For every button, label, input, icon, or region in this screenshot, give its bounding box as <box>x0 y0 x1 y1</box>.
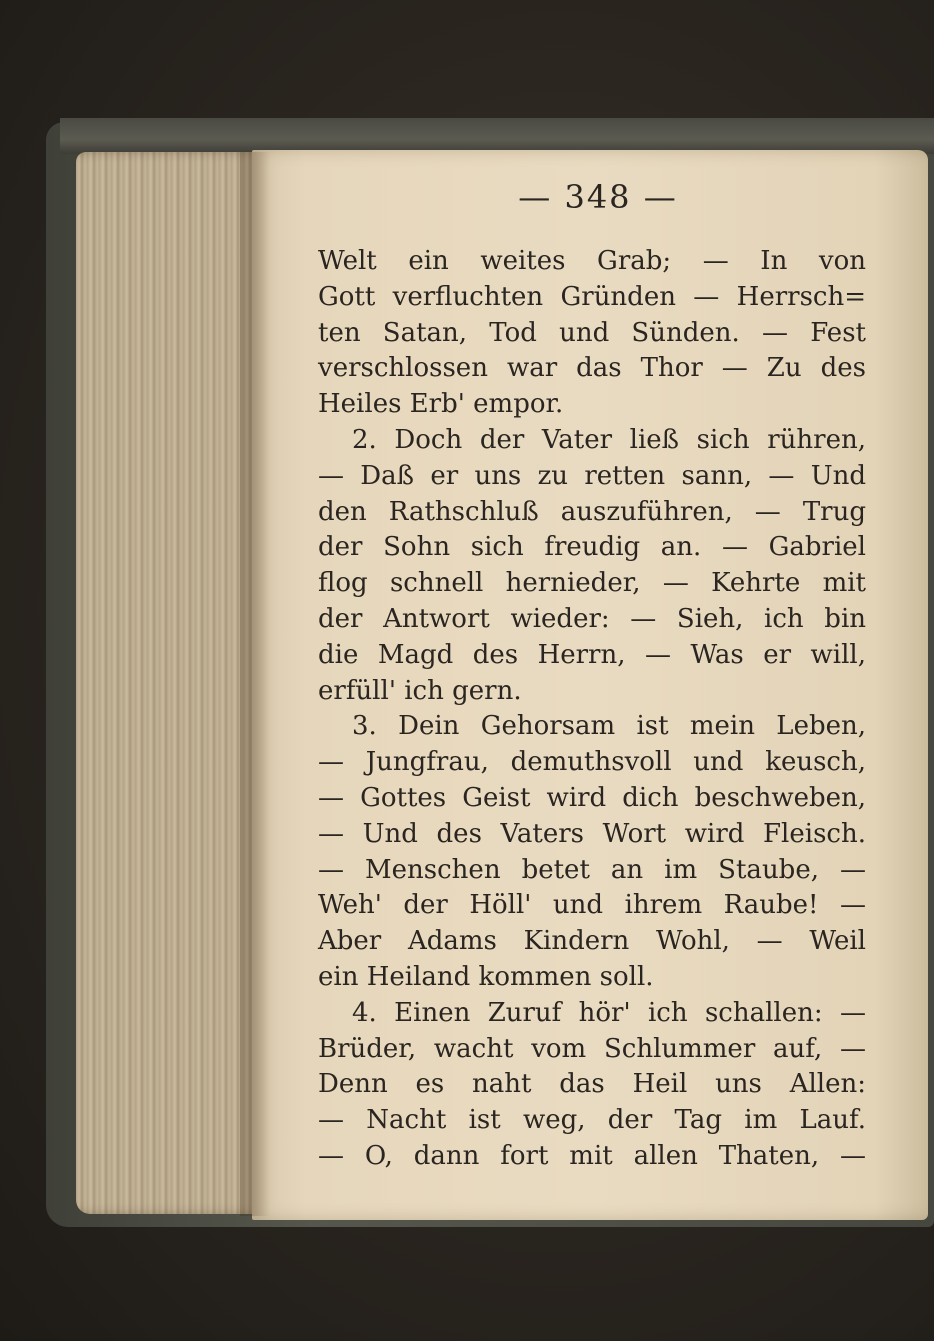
text-line: ten Satan, Tod und Sünden. — Fest <box>318 317 866 348</box>
text-line: — Nacht ist weg, der Tag im Lauf. <box>318 1105 866 1136</box>
verse-start-line: 2. Doch der Vater ließ sich rühren, <box>352 424 866 455</box>
page-edges <box>76 152 260 1214</box>
text-line: den Rathschluß auszuführen, — Trug <box>318 496 866 527</box>
text-line: Brüder, wacht vom Schlummer auf, — <box>318 1033 866 1064</box>
text-line: erfüll' ich gern. <box>318 675 522 706</box>
text-line: Gott verfluchten Gründen — Herrsch= <box>318 281 866 312</box>
text-line: der Sohn sich freudig an. — Gabriel <box>318 532 866 563</box>
text-line: — O, dann fort mit allen Thaten, — <box>318 1140 866 1171</box>
verse-start-line: 3. Dein Gehorsam ist mein Leben, <box>352 711 866 742</box>
text-line: ein Heiland kommen soll. <box>318 961 654 992</box>
text-line: Aber Adams Kindern Wohl, — Weil <box>318 926 866 957</box>
text-line: Denn es naht das Heil uns Allen: <box>318 1069 866 1100</box>
gutter-shadow <box>240 152 270 1216</box>
text-line: — Und des Vaters Wort wird Fleisch. <box>318 818 866 849</box>
text-line: verschlossen war das Thor — Zu des <box>318 353 866 384</box>
text-line: — Gottes Geist wird dich beschweben, <box>318 782 866 813</box>
text-line: flog schnell hernieder, — Kehrte mit <box>318 568 866 599</box>
text-line: — Menschen betet an im Staube, — <box>318 854 866 885</box>
text-line: Heiles Erb' empor. <box>318 389 564 420</box>
verse-start-line: 4. Einen Zuruf hör' ich schallen: — <box>352 997 866 1028</box>
text-line: der Antwort wieder: — Sieh, ich bin <box>318 603 866 634</box>
page-number: — 348 — <box>518 178 678 216</box>
text-line: Welt ein weites Grab; — In von <box>318 246 866 276</box>
text-line: die Magd des Herrn, — Was er will, <box>318 639 866 670</box>
page-text <box>318 244 866 1175</box>
text-line: — Daß er uns zu retten sann, — Und <box>318 460 866 491</box>
text-line: Weh' der Höll' und ihrem Raube! — <box>318 890 866 921</box>
book-cover-top-edge <box>60 118 934 154</box>
text-line: — Jungfrau, demuthsvoll und keusch, <box>318 747 866 778</box>
